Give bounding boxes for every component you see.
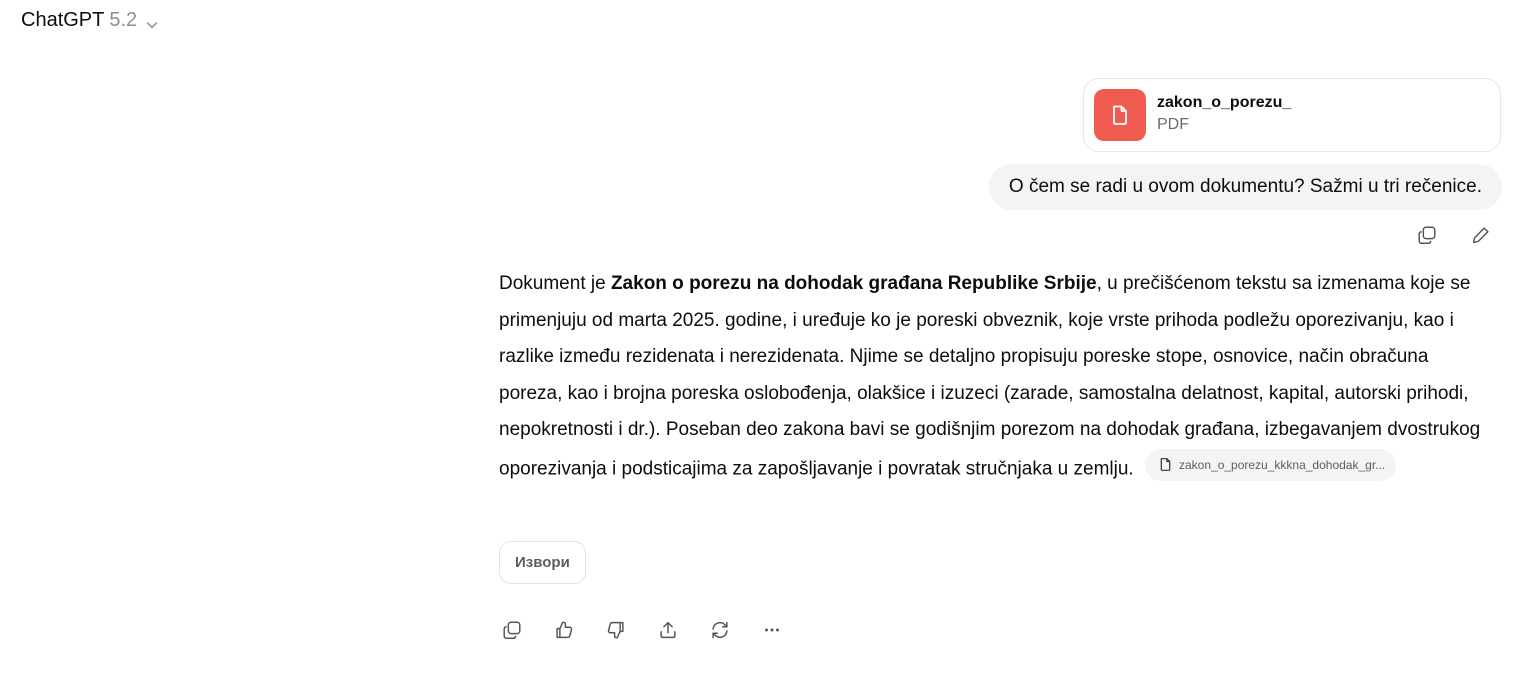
citation-label: zakon_o_porezu_kkkna_dohodak_gr... xyxy=(1179,457,1386,472)
user-message-bubble xyxy=(989,164,1502,210)
user-message-text: O čem se radi u ovom dokumentu? Sažmi u tri rečenice. xyxy=(1008,176,1482,197)
copy-icon[interactable] xyxy=(499,617,525,643)
user-message-actions xyxy=(1414,222,1494,248)
citation-chip[interactable] xyxy=(1145,449,1396,481)
document-icon xyxy=(1158,457,1173,472)
regenerate-icon[interactable] xyxy=(707,617,733,643)
chevron-down-icon xyxy=(145,15,159,29)
sources-button[interactable] xyxy=(499,541,586,584)
edit-icon[interactable] xyxy=(1468,222,1494,248)
assistant-message-actions xyxy=(499,617,785,643)
thumbs-up-icon[interactable] xyxy=(551,617,577,643)
copy-icon[interactable] xyxy=(1414,222,1440,248)
attachment-file-name: zakon_o_porezu_ xyxy=(1157,94,1292,111)
thumbs-down-icon[interactable] xyxy=(603,617,629,643)
attachment-file-type: PDF xyxy=(1157,116,1189,133)
document-icon xyxy=(1094,89,1146,141)
assistant-text-part1: Dokument je xyxy=(499,273,611,294)
more-icon[interactable] xyxy=(759,617,785,643)
sources-label: Извори xyxy=(515,554,570,571)
model-version: 5.2 xyxy=(109,9,138,31)
model-selector[interactable] xyxy=(21,9,159,32)
assistant-text-bold: Zakon o porezu na dohodak građana Republike Srbije xyxy=(610,273,1097,294)
assistant-message xyxy=(499,266,1489,488)
model-name: ChatGPT xyxy=(21,9,105,31)
assistant-text-part2: , u prečišćenom tekstu sa izmenama koje se primenjuju od marta 2025. godine, i uređuje ko je poreski obveznik, koje vrste prihoda podležu oporezivanju, kao i razlike između rezidenata i nerezidenata. Njime se detaljno propisuju poreske stope, osnovice, način obračuna poreza, kao i brojna poreska oslobođenja, olakšice i izuzeci (zarade, samostalna delatnost, kapital, autorski prihodi, nepokretnosti i dr.). Poseban deo zakona bavi se godišnjim porezom na dohodak građana, izbegavanjem dvostrukog oporezivanja i podsticajima za zapošljavanje i povratak stručnjaka u zemlju. xyxy=(499,273,1481,479)
share-icon[interactable] xyxy=(655,617,681,643)
attachment-card[interactable] xyxy=(1083,78,1501,152)
